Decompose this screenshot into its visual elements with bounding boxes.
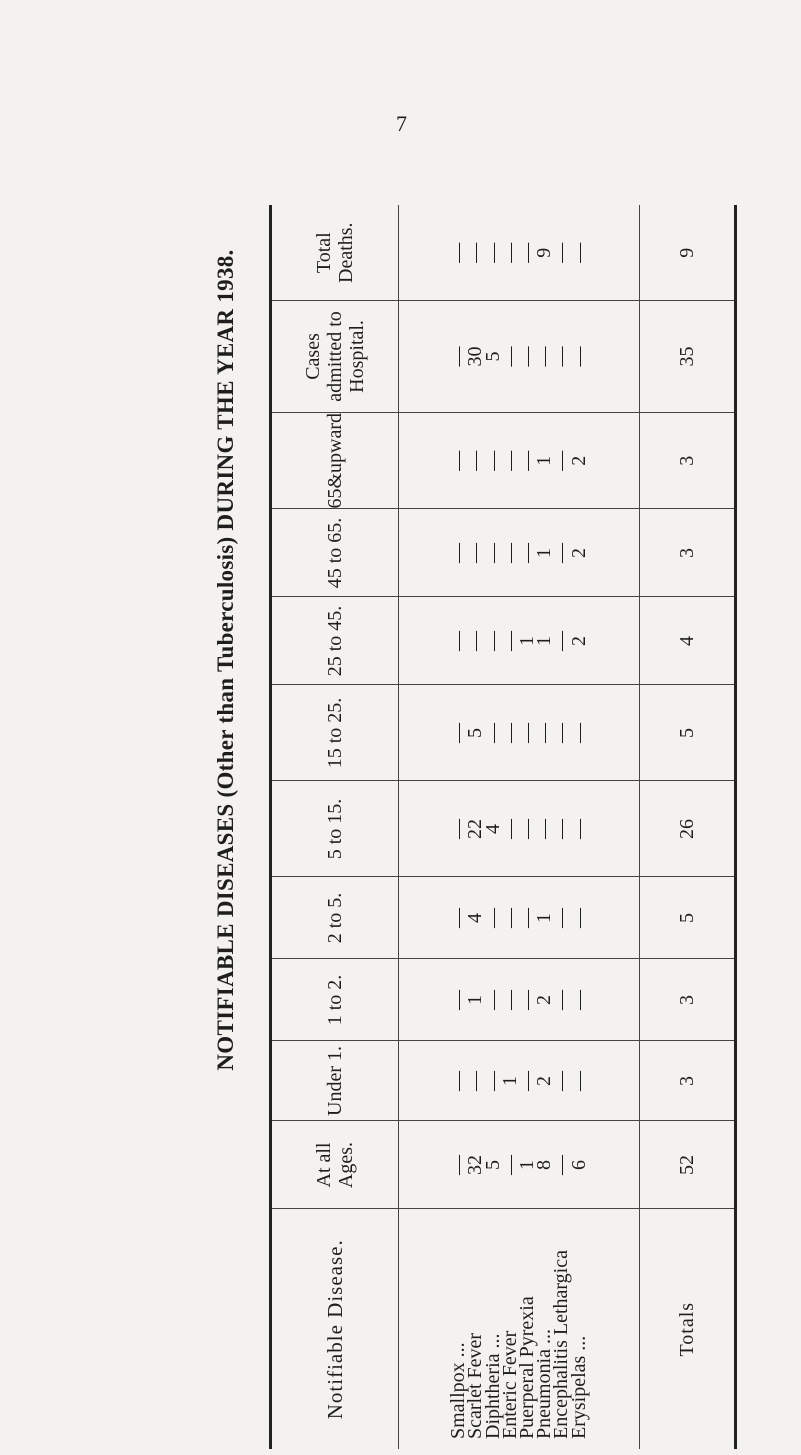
table-value: — [498, 543, 521, 563]
table-value: 4 [481, 824, 504, 834]
total-value: 3 [640, 412, 736, 509]
table-value: — [533, 819, 556, 839]
column-header: 45 to 65. [271, 509, 399, 597]
table-value: — [447, 1071, 470, 1091]
table-value: — [498, 990, 521, 1010]
total-value: 52 [640, 1121, 736, 1209]
table-value: 4 [464, 913, 487, 923]
total-value: 3 [640, 959, 736, 1041]
values-cell [399, 781, 640, 877]
total-value: 4 [640, 597, 736, 685]
table-value: — [550, 631, 573, 651]
table-value: — [516, 346, 538, 367]
table-value: — [498, 1155, 521, 1175]
disease-names-cell [399, 1209, 640, 1449]
table-value: — [481, 631, 504, 651]
disease-name: Erysipelas ... [567, 1335, 590, 1439]
table-value: — [464, 242, 487, 263]
total-value: 35 [640, 300, 736, 412]
table-value: — [481, 1071, 504, 1091]
table-value: 5 [481, 351, 504, 362]
table-value: 2 [567, 455, 590, 466]
column-header: Under 1. [271, 1041, 399, 1121]
total-value: 3 [640, 509, 736, 597]
rotated-table-container [265, 165, 801, 1455]
table-value: — [481, 242, 504, 263]
column-header: Total Deaths. [271, 205, 399, 300]
column-header: 65&upward [271, 412, 399, 509]
table-value: 1 [533, 636, 556, 646]
values-cell [399, 205, 640, 300]
table-value: — [498, 819, 521, 839]
table-value: — [481, 450, 504, 471]
table-value: — [550, 450, 573, 471]
table-value: — [567, 723, 590, 743]
values-cell [399, 597, 640, 685]
values-cell [399, 959, 640, 1041]
table-value: — [481, 723, 504, 743]
disease-name: Scarlet Fever [464, 1332, 487, 1439]
disease-name: Enteric Fever [498, 1330, 521, 1439]
table-value: — [481, 908, 504, 928]
table-value: — [550, 1155, 573, 1175]
table-value: — [464, 631, 487, 651]
disease-column-header: Notifiable Disease. [323, 1239, 347, 1420]
page-title: NOTIFIABLE DISEASES (Other than Tuberculosis) DURING THE YEAR 1938. [213, 249, 238, 1071]
disease-name: Pneumonia ... [533, 1329, 556, 1439]
disease-name: Encephalitis Lethargica [550, 1250, 573, 1439]
column-header: 25 to 45. [271, 597, 399, 685]
table-value: — [533, 346, 556, 367]
table-value: — [498, 908, 521, 928]
total-value: 5 [640, 877, 736, 959]
table-value: — [567, 990, 590, 1010]
disease-name: Diphtheria ... [481, 1333, 504, 1439]
table-value: 1 [464, 995, 487, 1005]
table-value: — [516, 1071, 538, 1091]
table-value: — [550, 1071, 573, 1091]
table-value: — [498, 631, 521, 651]
total-value: 5 [640, 685, 736, 781]
table-value: — [481, 543, 504, 563]
table-value: 1 [533, 455, 556, 466]
table-value: — [498, 723, 521, 743]
table-value: — [516, 242, 538, 263]
table-value: — [567, 242, 590, 263]
body-row [399, 205, 640, 1449]
values-cell [399, 509, 640, 597]
values-cell [399, 1041, 640, 1121]
table-value: — [498, 242, 521, 263]
table-value: 1 [533, 548, 556, 558]
table-value: — [498, 346, 521, 367]
table-value: — [447, 990, 470, 1010]
table-value: 5 [464, 728, 487, 738]
header-row [271, 205, 399, 1449]
table-value: — [447, 819, 470, 839]
table-value: — [516, 990, 538, 1010]
total-value: 3 [640, 1041, 736, 1121]
table-value: — [447, 450, 470, 471]
table-value: 1 [516, 636, 538, 646]
column-header: At all Ages. [271, 1121, 399, 1209]
table-value: 2 [533, 1076, 556, 1086]
table-value: — [550, 908, 573, 928]
table-value: — [447, 908, 470, 928]
column-header: Cases admitted to Hospital. [271, 300, 399, 412]
table-value: 22 [464, 819, 487, 839]
table-value: — [447, 631, 470, 651]
table-value: — [447, 723, 470, 743]
table-value: 30 [464, 346, 487, 367]
table-value: — [464, 543, 487, 563]
table-value: — [567, 819, 590, 839]
table-area [265, 165, 801, 1455]
table-value: 2 [533, 995, 556, 1005]
table-value: — [516, 723, 538, 743]
table-value: — [550, 346, 573, 367]
table-value: — [567, 908, 590, 928]
table-value: — [550, 990, 573, 1010]
total-value: 26 [640, 781, 736, 877]
column-header: 1 to 2. [271, 959, 399, 1041]
diseases-table [269, 205, 737, 1449]
column-header: 2 to 5. [271, 877, 399, 959]
totals-label: Totals [640, 1209, 736, 1449]
table-value: — [447, 346, 470, 367]
disease-name: Smallpox ... [447, 1342, 470, 1439]
column-header: 5 to 15. [271, 781, 399, 877]
values-cell [399, 685, 640, 781]
table-value: — [464, 1071, 487, 1091]
table-value: — [550, 723, 573, 743]
page-number: 7 [396, 111, 407, 136]
table-value: — [516, 819, 538, 839]
column-header: 15 to 25. [271, 685, 399, 781]
table-value: 2 [567, 636, 590, 646]
values-cell [399, 1121, 640, 1209]
table-value: 6 [567, 1160, 590, 1170]
table-value: — [447, 543, 470, 563]
table-value: — [567, 1071, 590, 1091]
table-value: — [516, 543, 538, 563]
table-value: — [533, 723, 556, 743]
values-cell [399, 300, 640, 412]
table-value: 1 [498, 1076, 521, 1086]
table-value: — [447, 1155, 470, 1175]
total-value: 9 [640, 205, 736, 300]
table-value: — [481, 990, 504, 1010]
table-value: — [550, 543, 573, 563]
table-value: — [498, 450, 521, 471]
table-value: — [516, 450, 538, 471]
table-value: — [447, 242, 470, 263]
values-cell [399, 412, 640, 509]
table-value: 1 [516, 1160, 538, 1170]
table-value: — [550, 819, 573, 839]
table-value: 9 [533, 247, 556, 258]
table-value: 1 [533, 913, 556, 923]
table-value: 8 [533, 1160, 556, 1170]
table-value: — [516, 908, 538, 928]
table-value: 2 [567, 548, 590, 558]
table-value: — [567, 346, 590, 367]
disease-name: Puerperal Pyrexia [516, 1296, 538, 1439]
totals-row [640, 205, 736, 1449]
table-value: — [550, 242, 573, 263]
table-value: 5 [481, 1160, 504, 1170]
table-value: — [464, 450, 487, 471]
values-cell [399, 877, 640, 959]
table-value: 32 [464, 1155, 487, 1175]
